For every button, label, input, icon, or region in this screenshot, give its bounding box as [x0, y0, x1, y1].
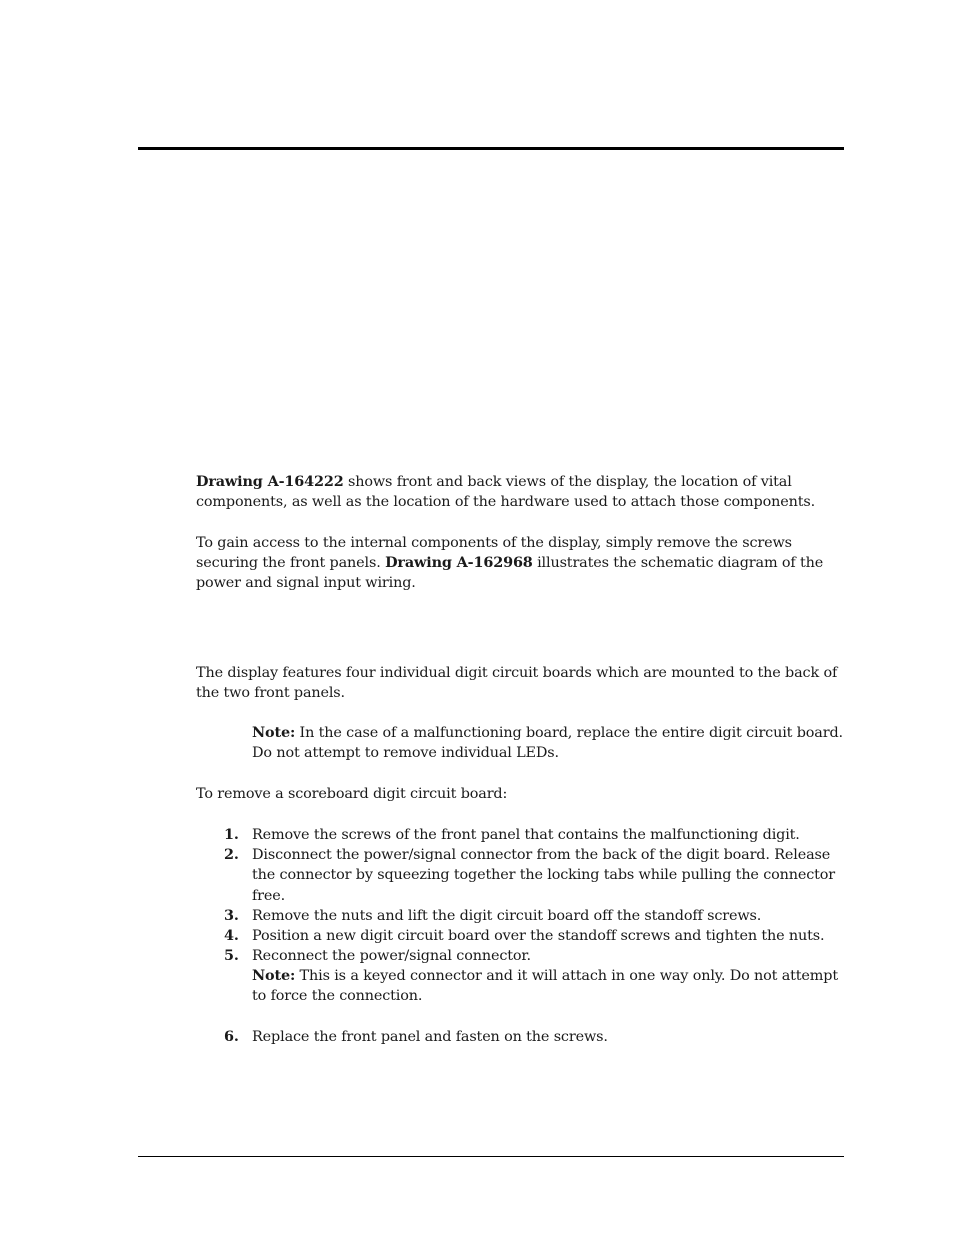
step-text: Remove the nuts and lift the digit circuit board off the standoff screws. — [252, 907, 762, 924]
list-item — [196, 926, 846, 946]
step-number: 3. — [224, 906, 239, 924]
step-number: 6. — [224, 1028, 239, 1045]
footer-rule — [138, 1156, 844, 1157]
step-text: Reconnect the power/signal connector. — [252, 948, 531, 965]
step-text: Replace the front panel and fasten on the screws. — [252, 1029, 608, 1045]
removal-steps-list — [196, 825, 846, 966]
paragraph-text: To gain access to the internal components of the display, simply remove the screws securing the front panels. — [196, 535, 792, 572]
paragraph-internal-access — [196, 533, 846, 594]
removal-steps-list-continued — [196, 1027, 846, 1047]
header-rule — [138, 147, 844, 150]
list-item — [196, 845, 846, 906]
paragraph-text: illustrates the schematic diagram of the power and signal input wiring. — [196, 555, 824, 592]
paragraph-remove-intro: To remove a scoreboard digit circuit board: — [196, 786, 508, 802]
step-number: 2. — [224, 846, 239, 864]
drawing-reference: Drawing A-162968 — [385, 554, 533, 572]
drawing-reference: Drawing A-164222 — [196, 473, 344, 490]
note-label: Note: — [252, 724, 296, 741]
note-keyed-connector — [252, 966, 846, 1006]
paragraph-digit-boards: The display features four individual digit circuit boards which are mounted to the back of the two front panels. — [196, 665, 838, 702]
list-item — [196, 906, 846, 926]
step-text: Position a new digit circuit board over the standoff screws and tighten the nuts. — [252, 928, 825, 945]
note-label: Note: — [252, 967, 296, 984]
list-item — [196, 946, 846, 966]
step-text: Disconnect the power/signal connector from the back of the digit board. Release the connector by squeezing together the locking tabs while pulling the connector free. — [252, 847, 836, 904]
step-number: 1. — [224, 826, 239, 843]
paragraph-drawing-overview — [196, 472, 846, 512]
note-text: In the case of a malfunctioning board, replace the entire digit circuit board. Do not attempt to remove individual LEDs. — [252, 725, 843, 762]
list-item — [196, 825, 846, 845]
step-number: 5. — [224, 947, 239, 965]
note-text: This is a keyed connector and it will attach in one way only. Do not attempt to force the connection. — [252, 968, 838, 1005]
paragraph-text: shows front and back views of the display, the location of vital components, as well as the location of the hardware used to attach those components. — [196, 474, 815, 511]
step-text: Remove the screws of the front panel that contains the malfunctioning digit. — [252, 827, 800, 843]
step-number: 4. — [224, 927, 239, 945]
list-item — [196, 1027, 846, 1047]
note-malfunction — [252, 723, 846, 763]
